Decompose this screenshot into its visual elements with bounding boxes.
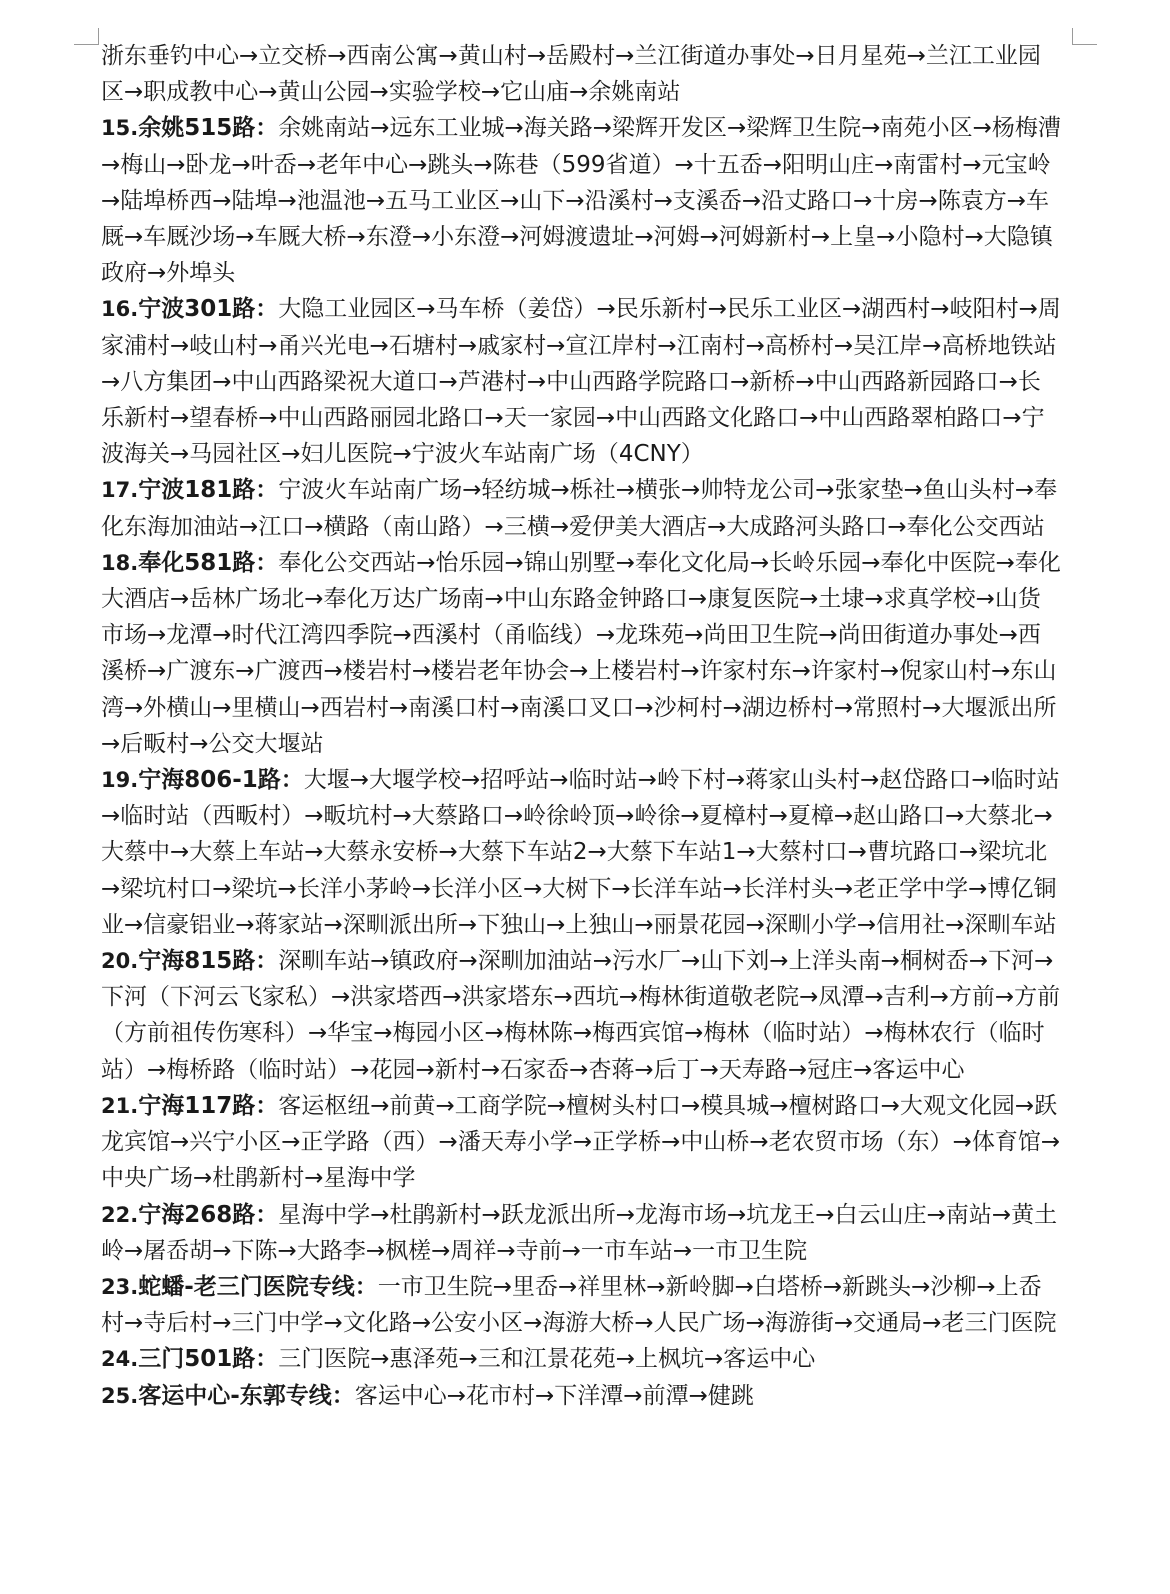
route-stops: 客运中心→花市村→下洋潭→前潭→健跳 — [354, 1382, 754, 1409]
route-number: 17. — [101, 478, 139, 503]
route-stops: 大隐工业园区→马车桥（姜岱）→民乐新村→民乐工业区→湖西村→岐阳村→周家浦村→岐山村→甬兴光电→石塘村→戚家村→宣江岸村→江南村→高桥村→吴江岸→高桥地铁站→八方集团→中山西路梁祝大道口→芦港村→中山西路学院路口→新桥→中山西路新园路口→长乐新村→望春桥→中山西路丽园北路口→天一家园→中山西路文化路口→中山西路翠柏路口→宁波海关→马园社区→妇儿医院→宁波火车站南广场（4CNY） — [101, 296, 1061, 468]
route-paragraph — [101, 545, 1061, 762]
route-number: 19. — [101, 768, 139, 793]
route-stops: 大堰→大堰学校→招呼站→临时站→岭下村→蒋家山头村→赵岱路口→临时站→临时站（西畈村）→畈坑村→大蔡路口→岭徐岭顶→岭徐→夏樟村→夏樟→赵山路口→大蔡北→大蔡中→大蔡上车站→大蔡永安桥→大蔡下车站2→大蔡下车站1→大蔡村口→曹坑路口→梁坑北→梁坑村口→梁坑→长洋小茅岭→长洋小区→大树下→长洋车站→长洋村头→老正学中学→博亿铜业→信豪铝业→蒋家站→深甽派出所→下独山→上独山→丽景花园→深甽小学→信用社→深甽车站 — [101, 767, 1060, 938]
route-name: 蛇蟠-老三门医院专线： — [138, 1273, 378, 1300]
route-number: 18. — [101, 550, 139, 575]
route-paragraph — [101, 1269, 1061, 1341]
route-stops: 客运枢纽→前黄→工商学院→檀树头村口→模具城→檀树路口→大观文化园→跃龙宾馆→兴宁小区→正学路（西）→潘天寿小学→正学桥→中山桥→老农贸市场（东）→体育馆→中央广场→杜鹃新村→星海中学 — [101, 1092, 1061, 1192]
route-stops: 余姚南站→远东工业城→海关路→梁辉开发区→梁辉卫生院→南苑小区→杨梅漕→梅山→卧龙→叶岙→老年中心→跳头→陈巷（599省道）→十五岙→阳明山庄→南雷村→元宝岭→陆埠桥西→陆埠→池温池→五马工业区→山下→沿溪村→支溪岙→沿丈路口→十房→陈袁方→车厩→车厩沙场→车厩大桥→东澄→小东澄→河姆渡遗址→河姆→河姆新村→上皇→小隐村→大隐镇政府→外埠头 — [101, 115, 1061, 287]
route-list — [101, 110, 1061, 1413]
route-paragraph — [101, 110, 1061, 291]
page-corner-mark-top-left — [74, 28, 99, 45]
route-name: 客运中心-东郭专线： — [138, 1382, 355, 1409]
document-body — [101, 38, 1061, 1414]
intro-paragraph: 浙东垂钓中心→立交桥→西南公寓→黄山村→岳殿村→兰江街道办事处→日月星苑→兰江工业园区→职成教中心→黄山公园→实验学校→它山庙→余姚南站 — [101, 43, 1041, 106]
route-number: 24. — [101, 1347, 139, 1372]
route-name: 奉化581路： — [138, 549, 279, 576]
route-number: 25. — [101, 1383, 139, 1408]
route-number: 15. — [101, 116, 139, 141]
route-paragraph — [101, 762, 1061, 943]
route-number: 20. — [101, 949, 139, 974]
route-paragraph — [101, 291, 1061, 472]
route-paragraph — [101, 1088, 1061, 1197]
route-name: 宁海815路： — [138, 948, 279, 975]
route-stops: 三门医院→惠泽苑→三和江景花苑→上枫坑→客运中心 — [278, 1346, 816, 1373]
route-name: 宁海268路： — [138, 1201, 279, 1228]
route-stops: 一市卫生院→里岙→祥里林→新岭脚→白塔桥→新跳头→沙柳→上岙村→寺后村→三门中学→文化路→公安小区→海游大桥→人民广场→海游街→交通局→老三门医院 — [101, 1273, 1057, 1337]
route-paragraph — [101, 1378, 1061, 1414]
route-name: 宁海806-1路： — [138, 767, 304, 794]
route-name: 宁波181路： — [138, 477, 279, 504]
route-paragraph — [101, 1197, 1061, 1269]
route-number: 21. — [101, 1093, 139, 1118]
route-name: 三门501路： — [138, 1346, 279, 1373]
route-paragraph — [101, 1341, 1061, 1377]
route-stops: 深甽车站→镇政府→深甽加油站→污水厂→山下刘→上洋头南→桐树岙→下河→下河（下河云飞家私）→洪家塔西→洪家塔东→西坑→梅林街道敬老院→凤潭→吉利→方前→方前（方前祖传伤寒科）→华宝→梅园小区→梅林陈→梅西宾馆→梅林（临时站）→梅林农行（临时站）→梅桥路（临时站）→花园→新村→石家岙→杏蒋→后丁→天寿路→冠庄→客运中心 — [101, 948, 1061, 1083]
page-corner-mark-top-right — [1072, 28, 1097, 45]
route-paragraph — [101, 943, 1061, 1088]
route-number: 23. — [101, 1274, 139, 1299]
route-number: 22. — [101, 1202, 139, 1227]
route-name: 宁波301路： — [138, 296, 279, 323]
route-stops: 宁波火车站南广场→轻纺城→栎社→横张→帅特龙公司→张家垫→鱼山头村→奉化东海加油站→江口→横路（南山路）→三横→爱伊美大酒店→大成路河头路口→奉化公交西站 — [101, 477, 1058, 540]
route-name: 宁海117路： — [138, 1092, 279, 1119]
route-stops: 奉化公交西站→怡乐园→锦山别墅→奉化文化局→长岭乐园→奉化中医院→奉化大酒店→岳林广场北→奉化万达广场南→中山东路金钟路口→康复医院→土埭→求真学校→山货市场→龙潭→时代江湾四季院→西溪村（甬临线）→龙珠苑→尚田卫生院→尚田街道办事处→西溪桥→广渡东→广渡西→楼岩村→楼岩老年协会→上楼岩村→许家村东→许家村→倪家山村→东山湾→外横山→里横山→西岩村→南溪口村→南溪口叉口→沙柯村→湖边桥村→常照村→大堰派出所→后畈村→公交大堰站 — [101, 549, 1061, 757]
route-number: 16. — [101, 297, 139, 322]
route-paragraph — [101, 472, 1061, 544]
route-stops: 星海中学→杜鹃新村→跃龙派出所→龙海市场→坑龙王→白云山庄→南站→黄土岭→屠岙胡→下陈→大路李→枫槎→周祥→寺前→一市车站→一市卫生院 — [101, 1201, 1058, 1264]
route-name: 余姚515路： — [138, 115, 279, 142]
